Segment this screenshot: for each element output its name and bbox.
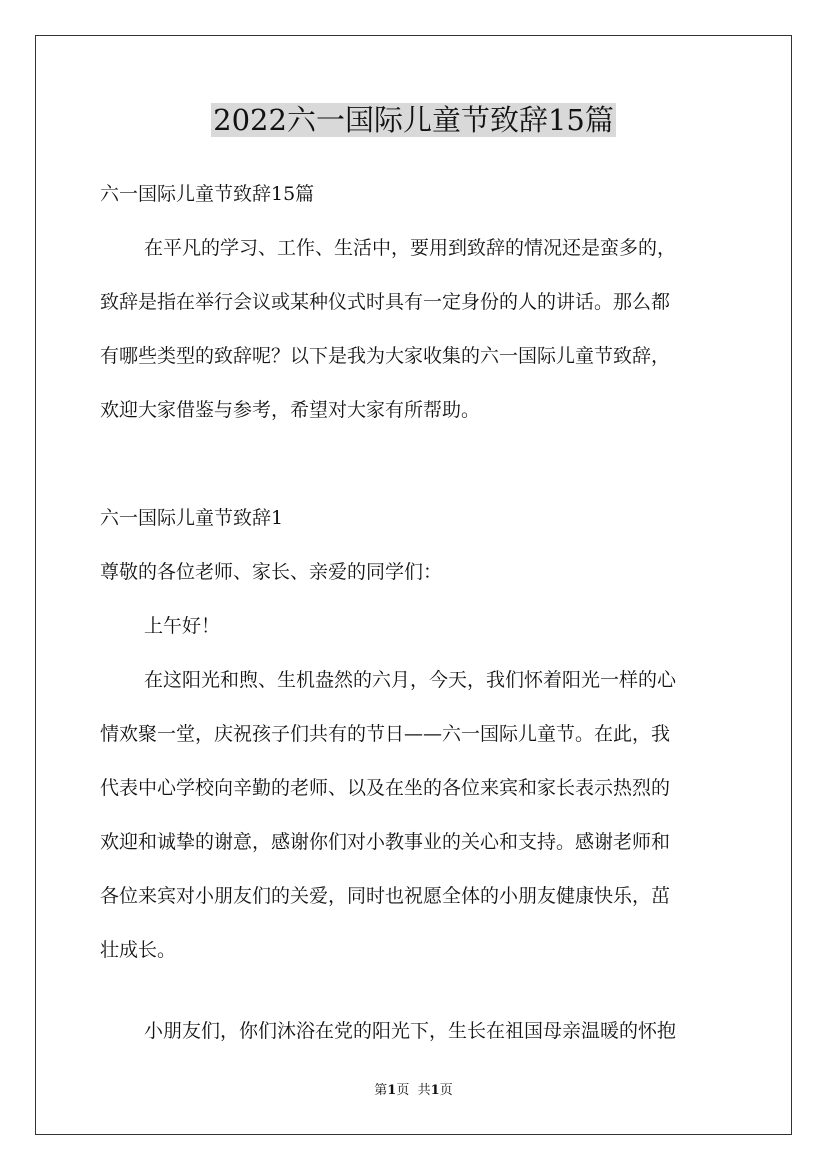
- document-title: [0, 98, 827, 142]
- subtitle: 六一国际儿童节致辞15篇: [100, 183, 315, 205]
- intro-line: 欢迎大家借鉴与参考，希望对大家有所帮助。: [100, 399, 481, 421]
- footer-total-prefix: 共: [417, 1083, 431, 1098]
- document-title-text: 2022六一国际儿童节致辞15篇: [213, 103, 614, 137]
- body-line: 小朋友们，你们沐浴在党的阳光下，生长在祖国母亲温暖的怀抱: [144, 1020, 677, 1042]
- footer-total-word: 页: [439, 1083, 453, 1098]
- body-line: 情欢聚一堂，庆祝孩子们共有的节日——六一国际儿童节。在此，我: [100, 723, 671, 745]
- section-heading: 六一国际儿童节致辞1: [100, 507, 284, 529]
- page-footer: [0, 1082, 827, 1100]
- footer-page-word: 页: [396, 1083, 410, 1098]
- body-line: 在这阳光和煦、生机盎然的六月，今天，我们怀着阳光一样的心: [144, 669, 677, 691]
- salutation: 尊敬的各位老师、家长、亲爱的同学们：: [100, 561, 443, 583]
- intro-line: 有哪些类型的致辞呢？以下是我为大家收集的六一国际儿童节致辞，: [100, 345, 671, 367]
- greeting: 上午好！: [144, 615, 221, 637]
- footer-page-prefix: 第: [374, 1083, 388, 1098]
- body-line: 壮成长。: [100, 939, 177, 961]
- body-line: 代表中心学校向辛勤的老师、以及在坐的各位来宾和家长表示热烈的: [100, 777, 671, 799]
- footer-total-number: 1: [430, 1083, 440, 1098]
- body-line: 欢迎和诚挚的谢意，感谢你们对小教事业的关心和支持。感谢老师和: [100, 831, 671, 853]
- footer-page-number: 1: [387, 1083, 397, 1098]
- body-line: 各位来宾对小朋友们的关爱，同时也祝愿全体的小朋友健康快乐，茁: [100, 885, 671, 907]
- intro-line: 在平凡的学习、工作、生活中，要用到致辞的情况还是蛮多的，: [144, 237, 677, 259]
- intro-line: 致辞是指在举行会议或某种仪式时具有一定身份的人的讲话。那么都: [100, 291, 671, 313]
